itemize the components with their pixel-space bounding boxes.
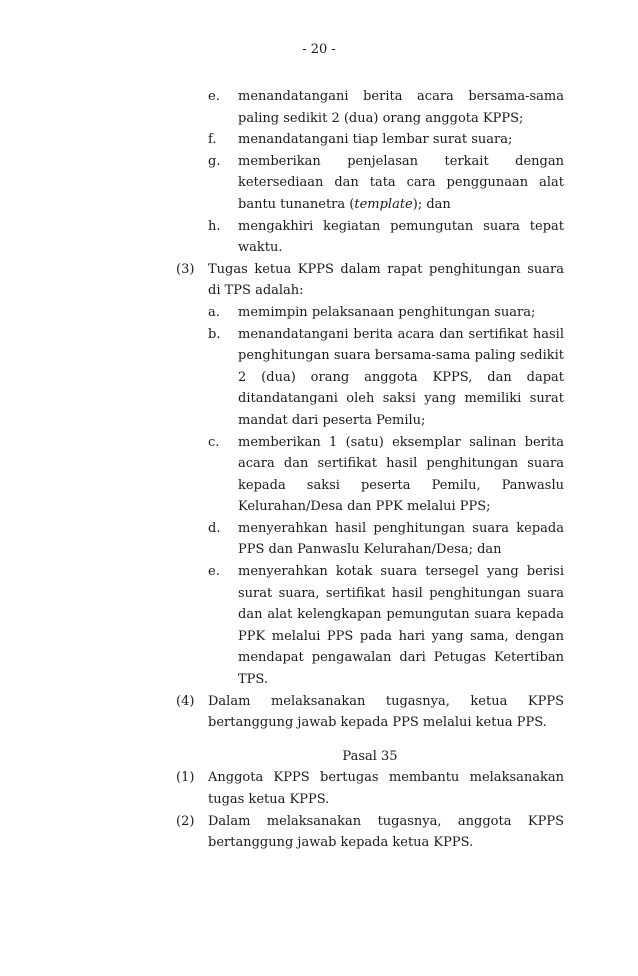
- list-item-text: menandatangani tiap lembar surat suara;: [238, 132, 513, 148]
- list-item: [208, 324, 564, 432]
- paragraph-number: (4): [176, 693, 195, 709]
- list-item-text: menyerahkan kotak suara tersegel yang berisi surat suara, sertifikat hasil penghitungan suara dan alat kelengkapan pemungutan suara kepada PPK melalui PPS pada hari yang sama, dengan mendapat pengawalan dari Petugas Ketertiban TPS.: [238, 564, 564, 688]
- paragraph-body: [208, 767, 564, 810]
- page-number: - 20 -: [302, 42, 336, 57]
- list-item-letter: a.: [208, 304, 220, 320]
- paragraph-number: (1): [176, 770, 195, 786]
- pasal35-paragraph-1: [176, 767, 564, 810]
- italic-term: template: [354, 196, 413, 212]
- paragraph-line: Dalam melaksanakan tugasnya, anggota KPPS: [208, 813, 564, 829]
- list-item: [208, 561, 564, 691]
- list-item-text: [238, 151, 564, 216]
- continued-list: [208, 86, 564, 259]
- document-body: [176, 86, 564, 854]
- list-item-text: memimpin pelaksanaan penghitungan suara;: [238, 304, 536, 320]
- list-item-letter: e.: [208, 564, 220, 580]
- list-item: [208, 518, 564, 561]
- paragraph-intro: Tugas ketua KPPS dalam rapat penghitungan suara di TPS adalah:: [208, 261, 564, 299]
- list-item: [208, 432, 564, 518]
- list-item-letter: e.: [208, 89, 220, 104]
- paragraph-4: [176, 691, 564, 734]
- list-item-letter: b.: [208, 326, 221, 342]
- paragraph-line: Anggota KPPS bertugas membantu melaksanakan: [208, 770, 564, 786]
- list-item: [208, 86, 564, 129]
- paragraph-number: (2): [176, 813, 195, 829]
- pasal35-paragraph-2: [176, 811, 564, 854]
- paragraph-number: (3): [176, 261, 195, 277]
- list-item: [208, 129, 564, 151]
- list-item-text: memberikan 1 (satu) eksemplar salinan berita acara dan sertifikat hasil penghitungan suara kepada saksi peserta Pemilu, Panwaslu Kelurahan/Desa dan PPK melalui PPS;: [238, 434, 564, 515]
- paragraph-line: Dalam melaksanakan tugasnya, ketua KPPS: [208, 693, 564, 709]
- text-segment: memberikan penjelasan terkait dengan ketersediaan dan tata cara penggunaan alat bantu tunanetra (: [238, 153, 564, 212]
- paragraph-body: [208, 811, 564, 854]
- paragraph-line: tugas ketua KPPS.: [208, 792, 330, 807]
- paragraph-body: [208, 259, 564, 691]
- list-item-text: menyerahkan hasil penghitungan suara kepada PPS dan Panwaslu Kelurahan/Desa; dan: [238, 520, 564, 558]
- list-item: [208, 151, 564, 216]
- list-item-letter: d.: [208, 520, 221, 536]
- list-item-text: menandatangani berita acara dan sertifikat hasil penghitungan suara bersama-sama paling sedikit 2 (dua) orang anggota KPPS, dan dapat ditandatangani oleh saksi yang memiliki surat mandat dari peserta Pemilu;: [238, 326, 564, 428]
- list-item-letter: c.: [208, 434, 220, 450]
- list-item: [208, 216, 564, 259]
- paragraph-line: bertanggung jawab kepada ketua KPPS.: [208, 835, 474, 851]
- list-item-text: mengakhiri kegiatan pemungutan suara tepat waktu.: [238, 218, 564, 256]
- paragraph-body: [208, 691, 564, 734]
- list-item-letter: h.: [208, 218, 221, 234]
- article-heading: Pasal 35: [342, 748, 398, 764]
- text-segment: ); dan: [412, 196, 451, 212]
- paragraph-line: bertanggung jawab kepada PPS melalui ketua PPS.: [208, 715, 547, 731]
- list-item-letter: g.: [208, 153, 221, 169]
- list-item-letter: f.: [208, 132, 217, 148]
- paragraph-3: [176, 259, 564, 691]
- list-item-text: menandatangani berita acara bersama-sama paling sedikit 2 (dua) orang anggota KPPS;: [238, 89, 564, 126]
- list-item: [208, 302, 564, 324]
